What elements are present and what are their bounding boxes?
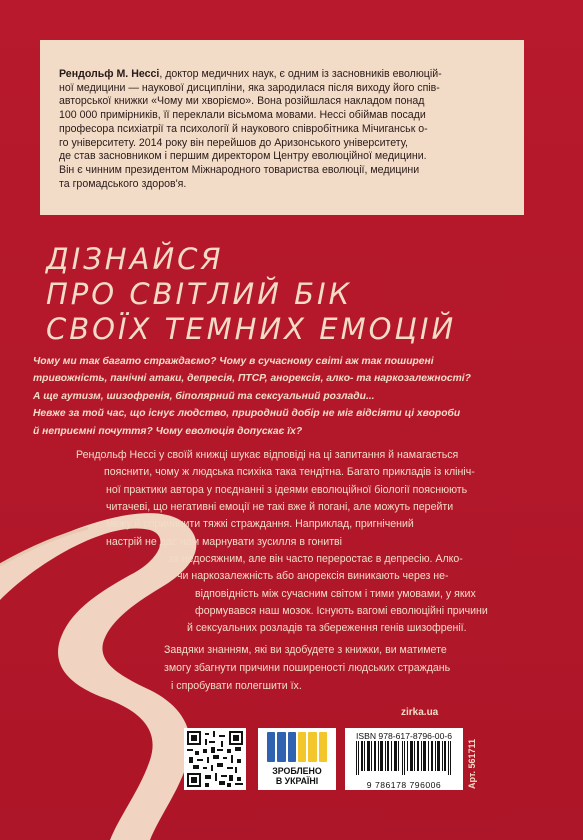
qr-code: [184, 728, 246, 790]
question-line: й неприємні почуття? Чому еволюція допускає їх?: [33, 425, 303, 437]
question-line: А ще аутизм, шизофренія, біполярний та сексуальний розлади...: [33, 390, 375, 402]
barcode-digits: 9 786178 796006: [366, 780, 442, 790]
qr-code-icon: [187, 731, 243, 787]
closing-line: і спробувати полегшити їх.: [171, 680, 302, 692]
article-number: Арт. 561711: [467, 738, 477, 789]
headline-line: СВОЇХ ТЕМНИХ ЕМОЦІЙ: [46, 312, 457, 346]
made-in-ukraine-badge: [258, 728, 336, 790]
flag-bars-icon: [267, 732, 327, 762]
closing-line: змогу збагнути причини поширеності людських страждань: [164, 662, 451, 674]
description-line: настрій не дає нам марнувати зусилля в гонитві: [106, 536, 343, 548]
bio-line: де став засновником і першим директором Центру еволюційної медицини.: [59, 150, 427, 163]
description-line: й сексуальних розладів та збереження генів шизофренії.: [187, 622, 467, 634]
bio-line: та громадського здоров'я.: [59, 177, 187, 190]
description-line: межу й спричинити тяжкі страждання. Наприклад, пригнічений: [106, 518, 414, 530]
questions-block: [33, 353, 553, 440]
description-line: читачеві, що негативні емоції не такі вже й погані, але можуть перейти: [106, 501, 454, 513]
bio-line: го університету. 2014 року він перейшов до Аризонського університету,: [59, 136, 408, 149]
headline-line: ДІЗНАЙСЯ: [46, 242, 224, 276]
isbn-text: ISBN 978-617-8796-00-6: [355, 731, 453, 741]
bio-line: 100 000 примірників, її переклали вісьмома мовами. Нессі обіймав посади: [59, 109, 426, 122]
closing-line: Завдяки знанням, які ви здобудете з книжки, ви матимете: [164, 644, 447, 656]
question-line: Невже за той час, що існує людство, природний добір не міг відсіяти ці хвороби: [33, 408, 461, 420]
description-line: ної практики автора у поєднанні з ідеями еволюційної біології пояснюють: [106, 484, 468, 496]
description-line: за недосяжним, але він часто переростає в депресію. Алко-: [168, 553, 463, 565]
description-line: Рендольф Нессі у своїй книжці шукає відповіді на ці запитання й намагається: [76, 449, 459, 461]
isbn-barcode: [345, 728, 463, 790]
barcode-icon: [350, 741, 458, 775]
bio-line: Рендольф М. Нессі, доктор медичних наук, є одним із засновників еволюцій-: [59, 68, 442, 80]
publisher-site: zirka.ua: [401, 707, 439, 718]
author-name: Рендольф М. Нессі: [59, 68, 160, 80]
description-line: чи наркозалежність або анорексія виникають через не-: [177, 570, 449, 582]
description-line: пояснити, чому ж людська психіка така тендітна. Багато прикладів із клініч-: [104, 466, 475, 478]
bio-line: професора психіатрії та психології й наукового співробітника Мічиганськ о-: [59, 122, 428, 135]
description-line: формувався наш мозок. Існують вагомі еволюційні причини: [195, 605, 488, 617]
author-bio-box: [40, 40, 524, 215]
description-line: відповідність між сучасним світом і тими умовами, у яких: [195, 588, 476, 600]
headline: [46, 242, 466, 347]
question-line: Чому ми так багато страждаємо? Чому в сучасному світі аж так поширені: [33, 356, 434, 367]
headline-line: ПРО СВІТЛИЙ БІК: [46, 277, 353, 311]
question-line: тривожність, панічні атаки, депресія, ПТСР, анорексія, алко- та наркозалежності?: [33, 373, 471, 385]
made-in-label: ЗРОБЛЕНО В УКРАЇНІ: [272, 766, 322, 786]
bio-line: Він є чинним президентом Міжнародного товариства еволюції, медицини: [59, 163, 420, 176]
bio-line: авторської книжки «Чому ми хворіємо». Вона розійшлася накладом понад: [59, 95, 425, 108]
bio-line: ної медицини — наукової дисципліни, яка зародилася після виходу його спів-: [59, 81, 440, 94]
